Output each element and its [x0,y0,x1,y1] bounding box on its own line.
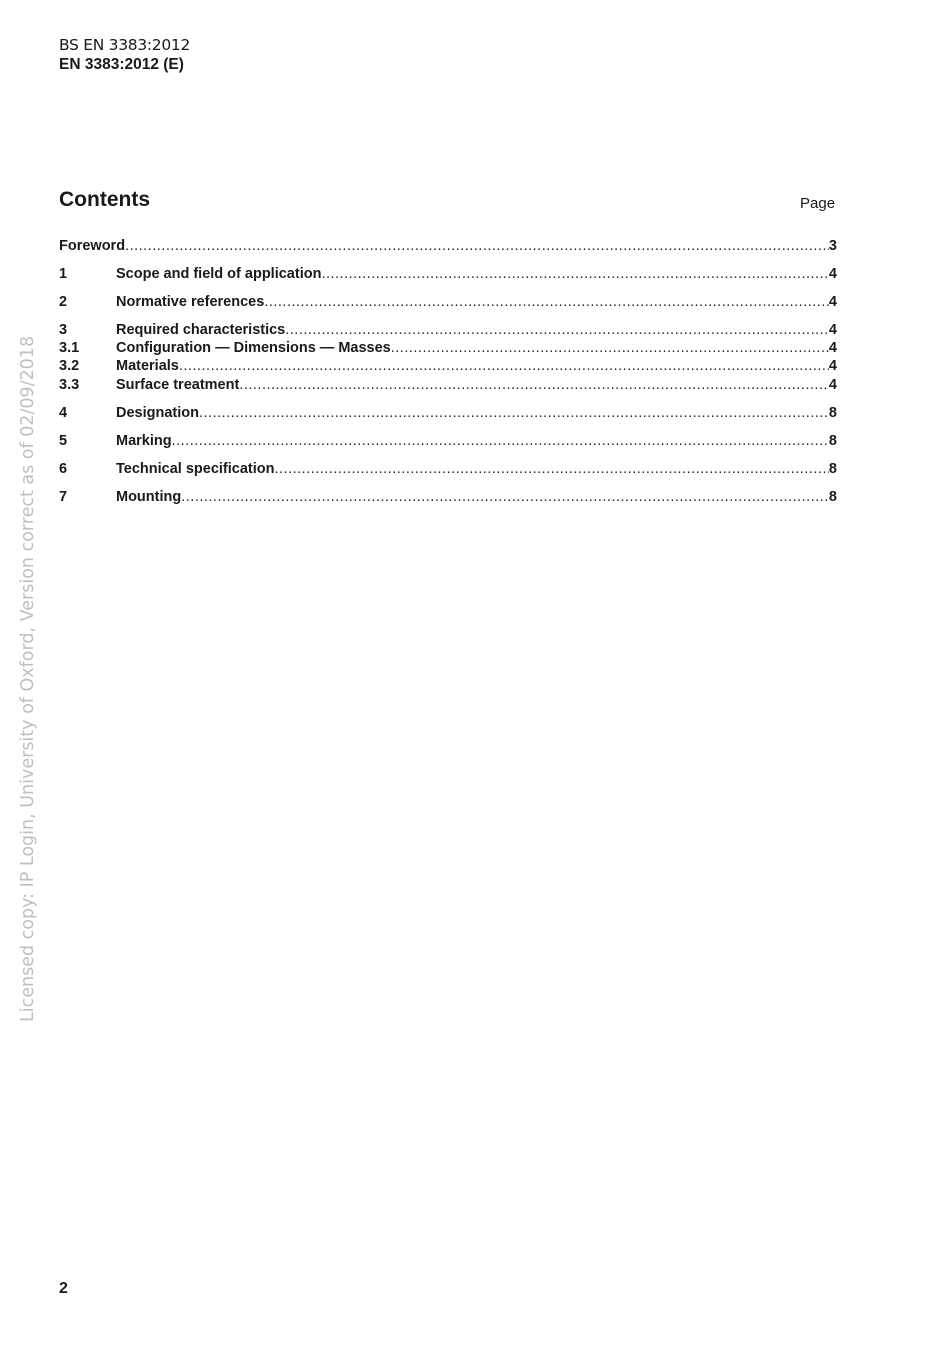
toc-entry-number: 7 [59,489,68,505]
toc-entry-number: 1 [59,266,68,282]
toc-entry[interactable] [59,266,837,285]
toc-entry[interactable] [59,433,837,452]
license-watermark: Licensed copy: IP Login, University of Oxford, Version correct as of 02/09/2018 [18,335,38,1022]
toc-entry-title: Materials [116,358,179,374]
toc-entry[interactable] [59,377,837,396]
toc-entry-number: 4 [59,405,68,421]
toc-entry-title: Designation [116,405,199,421]
toc-entry-number: 5 [59,433,68,449]
toc-entry-page: 4 [828,358,837,374]
toc-leader-dots [172,433,829,449]
toc-entry-title: Marking [116,433,172,449]
toc-entry-title: Required characteristics [116,322,286,338]
page-number: 2 [59,1280,68,1297]
toc-entry-title: Technical specification [116,461,275,477]
toc-entry-title: Scope and field of application [116,266,322,282]
toc-entry[interactable] [59,489,837,508]
toc-leader-dots [285,322,829,338]
toc-entry-title: Configuration — Dimensions — Masses [116,340,391,356]
toc-leader-dots [321,266,828,282]
toc-entry-title: Mounting [116,489,182,505]
toc-entry[interactable] [59,294,837,313]
toc-entry-page: 8 [828,489,837,505]
toc-entry-page: 3 [828,238,837,254]
toc-entry[interactable] [59,405,837,424]
contents-heading: Contents [59,188,150,211]
toc-entry-page: 4 [828,266,837,282]
toc-leader-dots [179,358,829,374]
toc-entry-number: 2 [59,294,68,310]
toc-entry-title: Foreword [59,238,126,254]
toc-leader-dots [125,238,829,254]
toc-entry-number: 6 [59,461,68,477]
toc-entry[interactable] [59,461,837,480]
toc-entry-title: Surface treatment [116,377,240,393]
toc-entry[interactable] [59,238,837,257]
toc-leader-dots [181,489,829,505]
toc-entry-number: 3.3 [59,377,80,393]
toc-entry-number: 3.2 [59,358,80,374]
toc-entry-page: 8 [828,405,837,421]
document-id: BS EN 3383:2012 [59,36,191,54]
toc-leader-dots [239,377,829,393]
toc-entry-page: 4 [828,294,837,310]
toc-leader-dots [274,461,828,477]
toc-entry[interactable] [59,322,837,341]
toc-entry[interactable] [59,340,837,359]
toc-entry[interactable] [59,358,837,377]
toc-entry-title: Normative references [116,294,265,310]
toc-entry-number: 3.1 [59,340,80,356]
toc-leader-dots [264,294,829,310]
toc-entry-page: 4 [828,340,837,356]
toc-leader-dots [199,405,829,421]
toc-entry-page: 4 [828,377,837,393]
toc-entry-page: 4 [828,322,837,338]
toc-entry-number: 3 [59,322,68,338]
toc-entry-page: 8 [828,433,837,449]
page-column-label: Page [800,195,836,212]
document-id-english: EN 3383:2012 (E) [59,56,184,73]
toc-entry-page: 8 [828,461,837,477]
toc-leader-dots [391,340,829,356]
